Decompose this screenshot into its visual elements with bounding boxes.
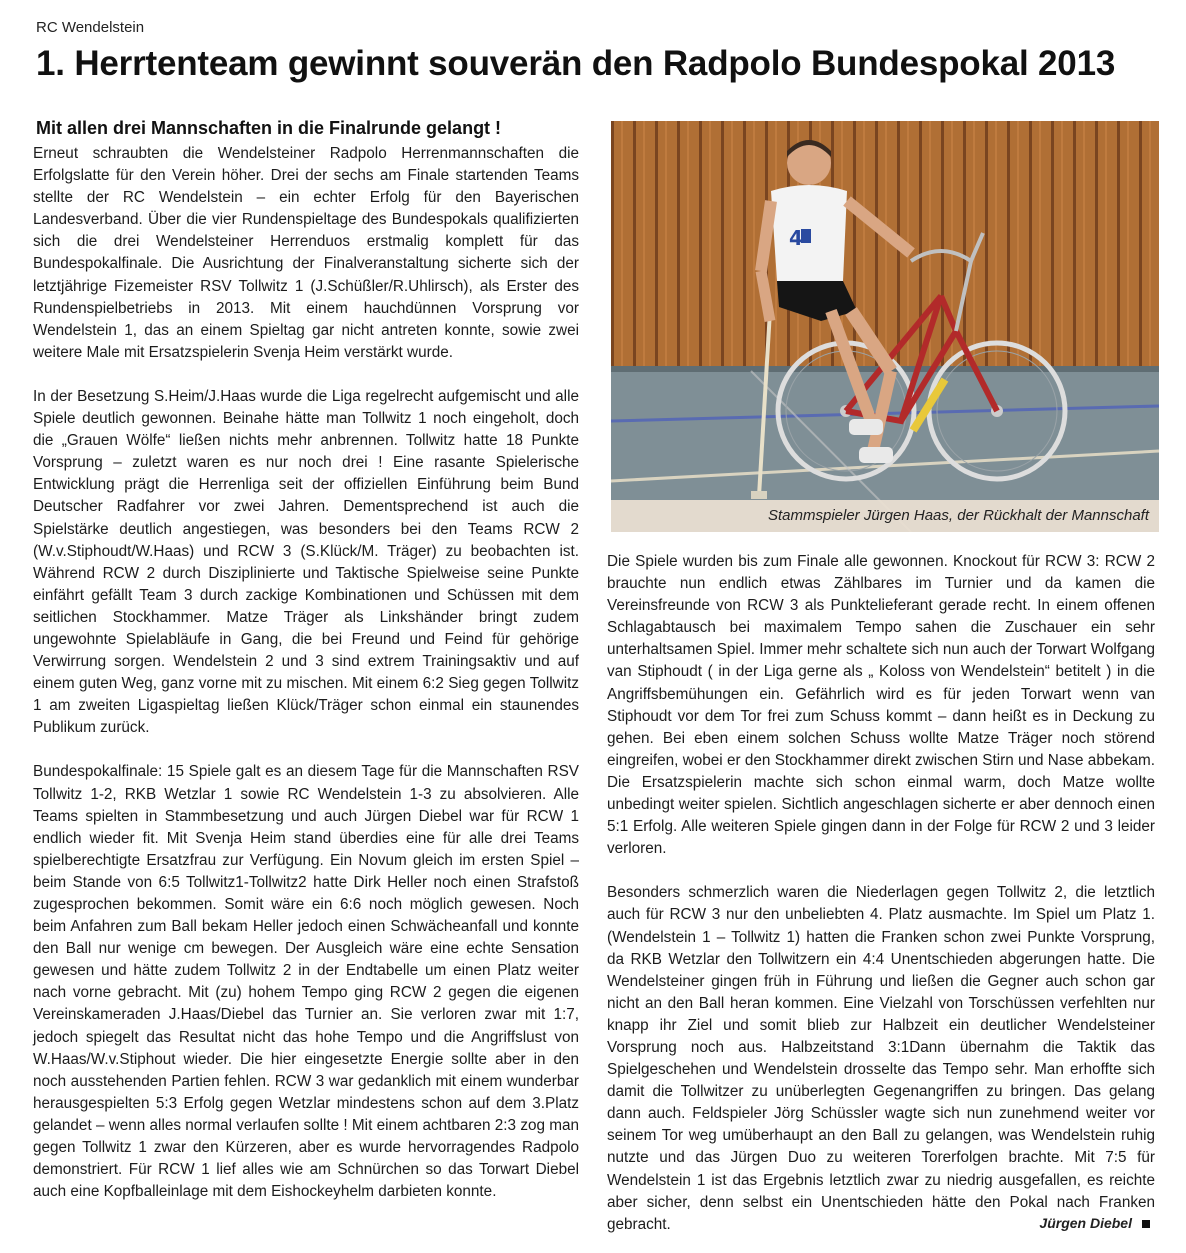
article-subheadline: Mit allen drei Mannschaften in die Finalrunde gelangt ! (36, 118, 502, 138)
cyclist-illustration (611, 121, 1159, 532)
paragraph-knockout: Die Spiele wurden bis zum Finale alle gewonnen. Knockout für RCW 3: RCW 2 brauchte nun endlich etwas Zählbares im Turnier und da kamen die Vereinsfreunde von RCW 3 als Punktelieferant gerade recht. In einem offenen Schlagabtausch bei maximalem Tempo sahen die Zuschauer ein sehr unterhaltsamen Spiel. Immer mehr schaltete sich nun auch der Torwart Wolfgang van Stiphoudt ( in der Liga gerne als „ Koloss von Wendelstein“ betitelt ) in die Angriffsbemühungen ein. Gefährlich wird es für jeden Torwart wenn van Stiphoudt vor dem Tor frei zum Schuss kommt – dann heißt es in Deckung zu gehen. Bei eben einem solchen Schuss wollte Matze Träger noch störend eingreifen, wobei er den Stockhammer direkt zwischen Stirn und Nase abbekam. Die Ersatzspielerin machte sich schon einmal warm, doch Matze wollte unbedingt weiter spielen. Sichtlich angeschlagen sicherte er aber dennoch einen 5:1 Erfolg. Alle weiteren Spiele gingen dann in der Folge für RCW 2 und 3 leider verloren. (607, 553, 1155, 858)
photo-caption: Stammspieler Jürgen Haas, der Rückhalt der Mannschaft (611, 500, 1159, 532)
author-name: Jürgen Diebel (1039, 1215, 1132, 1231)
left-column (33, 143, 579, 1203)
article-headline: 1. Herrtenteam gewinnt souverän den Radpolo Bundespokal 2013 (36, 44, 1116, 83)
author-credit (1039, 1215, 1150, 1231)
jersey-number: 4 (789, 226, 803, 250)
paragraph-season: In der Besetzung S.Heim/J.Haas wurde die Liga regelrecht aufgemischt und alle Spiele deutlich gewonnen. Beinahe hätte man Tollwitz 1 noch eingeholt, doch die „Grauen Wölfe“ ließen nichts mehr anbrennen. Tollwitz hatte 18 Punkte Vorsprung – zuletzt waren es nur noch drei ! Eine rasante Spielerische Entwicklung prägt die Herrenliga seit der offiziellen Einführung beim Bund Deutscher Radfahrer vor zwei Jahren. Dementsprechend ist auch die Spielstärke deutlich angestiegen, was besonders bei den Teams RCW 2 (W.v.Stiphoudt/W.Haas) und RCW 3 (S.Klück/M. Träger) zu beobachten ist. Während RCW 2 durch Disziplinierte und Taktische Spielweise seine Punkte einfährt gefällt Team 3 durch zackige Kombinationen und Schüssen mit dem seitlichen Stockhammer. Matze Träger als Linkshänder bringt zudem ungewohnte Spielabläufe in Gang, die bei Freund und Feind für gehörige Verwirrung sorgen. Wendelstein 2 und 3 sind extrem Trainingsaktiv und auf einem guten Weg, ganz vorne mit zu mischen. Mit einem 6:2 Sieg gegen Tollwitz 1 am zweiten Ligaspieltag ließen Klück/Träger schon einmal ein staunendes Publikum zurück. (33, 387, 579, 737)
paragraph-intro: Erneut schraubten die Wendelsteiner Radpolo Herrenmannschaften die Erfolgslatte für den Verein höher. Drei der sechs am Finale startenden Teams stellte der RC Wendelstein – ein echter Erfolg für den Bayerischen Landesverband. Über die vier Rundenspieltage des Bundespokals qualifizierten sich die drei Wendelsteiner Herrenduos erstmalig komplett für das Bundespokalfinale. Die Ausrichtung der Finalveranstaltung sicherte sich der letztjährige Fizemeister RSV Tollwitz 1 (J.Schüßler/R.Uhlirsch), als Erster des Rundenspielbetriebs in 2013. Mit einem hauchdünnen Vorsprung vor Wendelstein 1, das an einem Spieltag gar nicht antreten konnte, sowie zwei weitere Male mit Ersatzspielerin Svenja Heim verstärkt wurde. (33, 145, 579, 361)
paragraph-title-match: Besonders schmerzlich waren die Niederlagen gegen Tollwitz 2, die letztlich auch für RCW 3 nur den unbeliebten 4. Platz ausmachte. Im Spiel um Platz 1. (Wendelstein 1 – Tollwitz 1) hatten die Franken schon zwei Punkte Vorsprung, da RKB Wetzlar den Tollwitzern ein 4:4 Unentschieden abgerungen hatte. Die Wendelsteiner gingen früh in Führung und ließen die Gegner auch schon gar nicht an den Ball heran kommen. Eine Vielzahl von Torschüssen verfehlten nur knapp ihr Ziel und somit blieb zur Halbzeit ein deutlicher Wendelsteiner Vorsprung noch aus. Halbzeitstand 3:1Dann übernahm die Taktik das Spielgeschehen und Wendelstein drosselte das Tempo sehr. Man erhoffte sich damit die Tollwitzer zu unüberlegten Gegenangriffen zu bringen. Das gelang dann auch. Feldspieler Jörg Schüssler wagte sich nun zunehmend weiter vor seinem Tor weg umüberhaupt an den Ball zu gelangen, was Wendelstein ruhig nutzte und das Jürgen Duo zu weiteren Torerfolgen brachte. Mit 7:5 für Wendelstein 1 ist das Ergebnis letztlich zwar zu niedrig ausgefallen, es reichte aber sicher, denn selbst ein Unentschieden hätte den Pokal nach Franken gebracht. (607, 884, 1155, 1233)
end-mark-icon (1142, 1220, 1150, 1228)
paragraph-final: Bundespokalfinale: 15 Spiele galt es an diesem Tage für die Mannschaften RSV Tollwitz 1-2, RKB Wetzlar 1 sowie RC Wendelstein 1-3 zu absolvieren. Alle Teams spielten in Stammbesetzung und auch Jürgen Diebel war für RCW 1 endlich wieder fit. Mit Svenja Heim stand überdies eine für alle drei Teams spielberechtigte Ersatzfrau zur Verfügung. Ein Novum gleich im ersten Spiel – beim Stande von 6:5 Tollwitz1-Tollwitz2 hatte Dirk Heller noch einen Strafstoß zugesprochen bekommen. Somit wäre ein 6:6 noch möglich gewesen. Noch beim Anfahren zum Ball bekam Heller jedoch einen Schwächeanfall und konnte den Ball nur wenige cm bewegen. Der Ausgleich wäre eine echte Sensation gewesen und hätte zudem Tollwitz 2 in der Endtabelle um einen Platz weiter nach vorne gebracht. Mit (zu) hohem Tempo ging RCW 2 gegen die eigenen Vereinskameraden J.Haas/Diebel das Turnier an. Sie verloren zwar mit 1:7, jedoch spiegelt das Resultat nicht das hohe Tempo und die Angriffslust von W.Haas/W.v.Stiphout wieder. Die hier eingesetzte Energie sollte aber in den noch ausstehenden Partien fehlen. RCW 3 war gedanklich mit einem wunderbar herausgespielten 5:3 Erfolg gegen Wetzlar mindestens schon auf dem 3.Platz gelandet – wenn alles normal verlaufen sollte ! Mit einem achtbaren 2:3 zog man gegen Tollwitz 1 zwar den Kürzeren, aber es wurde hervorragendes Radpolo demonstriert. Für RCW 1 lief alles wie am Schnürchen so das Torwart Diebel auch eine Kopfballeinlage mit dem Eishockeyhelm darbieten konnte. (33, 763, 579, 1201)
club-name: RC Wendelstein (36, 19, 145, 36)
player-photo (611, 121, 1159, 532)
right-column (607, 551, 1155, 1236)
